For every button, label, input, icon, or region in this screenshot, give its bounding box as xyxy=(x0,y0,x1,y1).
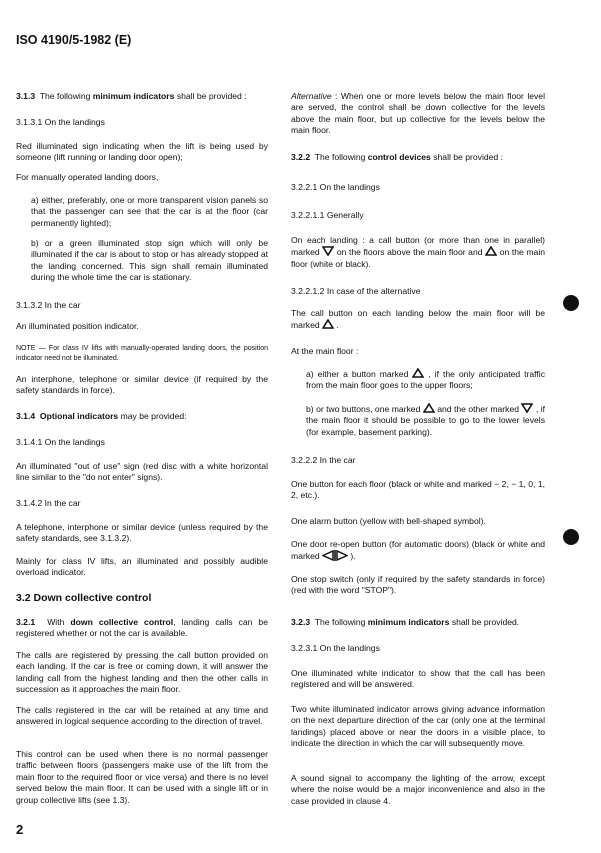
up-triangle-icon xyxy=(423,403,435,413)
paragraph-text: . xyxy=(334,320,339,331)
section-number: 3.1.4 xyxy=(16,411,36,421)
paragraph: The calls are registered by pressing the call button provided on each landing. If the car is free or coming down, it will answer the landing call from the highest landing and then the other calls in succession as it approaches the main floor. xyxy=(16,650,268,695)
paragraph: One button for each floor (black or white and marked − 2, − 1, 0, 1, 2, etc.). xyxy=(291,479,545,501)
paragraph xyxy=(291,539,545,563)
paragraph-text: The call button on each landing below the main floor will be marked xyxy=(291,308,545,331)
alternative-paragraph xyxy=(291,91,545,137)
paragraph: Two white illuminated indicator arrows giving advance information on the next departure direction of the car (only one at the terminal landings) placed above or near the doors in a visible place, to indicate the direction in which the car will subsequently move. xyxy=(291,704,545,749)
heading-text: The following xyxy=(314,617,368,627)
paragraph: A sound signal to accompany the lighting of the arrow, except where the noise would be a major inconvenience and also in the case provided in clause 4. xyxy=(291,773,545,806)
heading-bold: Optional indicators xyxy=(39,411,119,421)
paragraph-text: : When one or more levels below the main floor level are served, the control shall be down collective for the levels above the main floor, but up collective for the levels below the main floor. xyxy=(291,91,545,136)
paragraph xyxy=(291,235,545,270)
paragraph: One illuminated white indicator to show that the call has been registered and will be answered. xyxy=(291,668,545,690)
heading-bold: minimum indicators xyxy=(367,617,450,627)
paragraph-bold: down collective control xyxy=(70,617,174,627)
paragraph: Red illuminated sign indicating when the lift is being used by someone (lift running or landing door open); xyxy=(16,141,268,163)
up-triangle-icon xyxy=(485,246,497,256)
paragraph: An illuminated "out of use" sign (red disc with a white horizontal line similar to the "do not enter" signs). xyxy=(16,461,268,483)
paragraph-text: One door re-open button (for automatic doors) (black or white and marked xyxy=(291,539,545,562)
down-triangle-icon xyxy=(322,246,334,256)
up-triangle-icon xyxy=(412,368,424,378)
door-reopen-icon xyxy=(322,550,348,561)
paragraph-text: b) or two buttons, one marked xyxy=(306,404,423,414)
heading-text-end: shall be provided. xyxy=(449,617,520,627)
heading-text: The following xyxy=(314,152,368,162)
paragraph-text-end: , landing calls can be registered whether or not the car is available. xyxy=(16,617,268,639)
section-3-2-3-1-heading: 3.2.3.1 On the landings xyxy=(291,643,380,653)
section-number: 3.2.3 xyxy=(291,617,311,627)
heading-text-end: may be provided: xyxy=(118,411,187,421)
page-header: ISO 4190/5-1982 (E) xyxy=(16,33,132,47)
section-3-1-4-heading xyxy=(16,411,268,422)
margin-change-marker xyxy=(563,295,579,311)
paragraph-text: , if the main floor it should be possible to go to the lower levels (for example, basement parking). xyxy=(306,404,546,437)
paragraph-text: on the main floor (white or black). xyxy=(291,247,546,269)
section-3-2-2-2-heading: 3.2.2.2 In the car xyxy=(291,455,356,465)
heading-text: The following xyxy=(39,91,93,101)
paragraph: A telephone, interphone or similar device (unless required by the safety standards, see 3.1.3.2). xyxy=(16,522,268,544)
heading-text-end: shall be provided : xyxy=(174,91,247,101)
section-3-2-heading: 3.2 Down collective control xyxy=(16,592,152,604)
paragraph-text: ). xyxy=(348,551,356,562)
heading-bold: minimum indicators xyxy=(92,91,175,101)
section-3-1-3-2-heading: 3.1.3.2 In the car xyxy=(16,300,81,310)
paragraph-text: With xyxy=(47,617,71,627)
paragraph-text: and the other marked xyxy=(434,404,522,414)
section-3-2-3-heading xyxy=(291,617,545,628)
paragraph xyxy=(291,308,545,332)
paragraph-text: a) either a button marked xyxy=(306,369,413,379)
section-3-1-4-1-heading: 3.1.4.1 On the landings xyxy=(16,437,105,447)
section-3-2-2-1-heading: 3.2.2.1 On the landings xyxy=(291,182,380,192)
down-triangle-icon xyxy=(521,403,533,413)
paragraph: One stop switch (only if required by the safety standards in force) (red with the word "STOP"). xyxy=(291,574,545,596)
section-3-2-2-heading xyxy=(291,152,545,163)
paragraph: At the main floor : xyxy=(291,346,359,356)
paragraph: This control can be used when there is no normal passenger traffic between floors (passengers make use of the lift from the main floor to the required floor or vice versa) and there is no level served below the main floor. It can be used with a single lift or in group collective lifts (see 1.3). xyxy=(16,749,268,805)
section-3-2-1-paragraph xyxy=(16,617,268,640)
paragraph: An illuminated position indicator. xyxy=(16,321,139,331)
section-3-1-3-heading xyxy=(16,91,268,102)
paragraph: For manually operated landing doors, xyxy=(16,172,159,182)
alternative-label: Alternative xyxy=(291,91,332,101)
section-3-1-3-1-heading: 3.1.3.1 On the landings xyxy=(16,117,105,127)
paragraph: An interphone, telephone or similar device (if required by the safety standards in force). xyxy=(16,374,268,396)
list-item-b xyxy=(291,403,545,438)
list-item-a: a) either, preferably, one or more transparent vision panels so that the passenger can see that the car is at the floor (car permanently lighted); xyxy=(31,195,268,228)
paragraph-text: on the floors above the main floor and xyxy=(334,247,486,258)
heading-text-end: shall be provided : xyxy=(430,152,503,162)
heading-bold: control devices xyxy=(367,152,431,162)
section-number: 3.2.1 xyxy=(16,617,36,627)
up-triangle-icon xyxy=(322,319,334,329)
margin-change-marker xyxy=(563,529,579,545)
paragraph-text: , if the only anticipated traffic from the main floor goes to the upper floors; xyxy=(306,369,545,391)
note: NOTE — For class IV lifts with manually-operated landing doors, the position indicator need not be illuminated. xyxy=(16,345,268,362)
section-3-2-2-1-2-heading: 3.2.2.1.2 In case of the alternative xyxy=(291,286,421,296)
paragraph: The calls registered in the car will be retained at any time and answered in logical sequence according to the direction of travel. xyxy=(16,705,268,727)
section-number: 3.2.2 xyxy=(291,152,311,162)
section-number: 3.1.3 xyxy=(16,91,36,101)
paragraph: Mainly for class IV lifts, an illuminated and possibly audible overload indicator. xyxy=(16,556,268,578)
paragraph: One alarm button (yellow with bell-shaped symbol). xyxy=(291,516,486,526)
section-3-1-4-2-heading: 3.1.4.2 In the car xyxy=(16,498,81,508)
section-3-2-2-1-1-heading: 3.2.2.1.1 Generally xyxy=(291,210,364,220)
list-item-a xyxy=(291,368,545,392)
page-number: 2 xyxy=(16,822,24,837)
list-item-b: b) or a green illuminated stop sign which will only be illuminated if the car is about to stop or has already stopped at the landing concerned. This sign shall remain illuminated during the whole time the car is stationary. xyxy=(31,238,268,283)
paragraph-text: On each landing : a call button (or more than one in parallel) marked xyxy=(291,235,545,258)
